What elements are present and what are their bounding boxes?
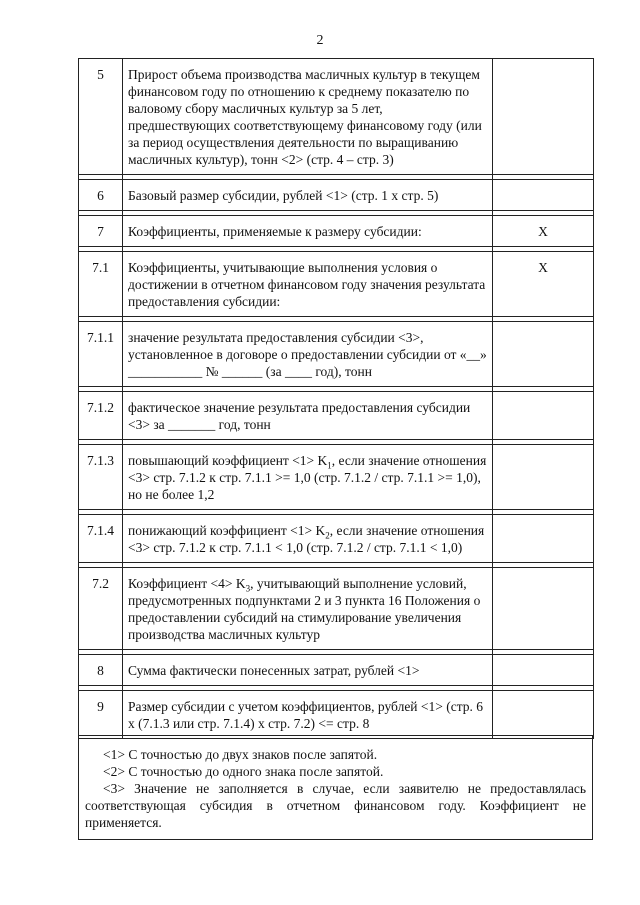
- row-description: повышающий коэффициент $<1> K_1$, если значение отношения <3> стр. 7.1.2 к стр. 7.1.1 >= 1,0 (стр. 7.1.2 / стр. 7.1.1 >= 1,0), но не более 1,2: [123, 445, 493, 510]
- row-number: 8: [79, 655, 123, 686]
- row-number: 6: [79, 180, 123, 211]
- table-row: [79, 655, 594, 686]
- row-number: 5: [79, 59, 123, 175]
- row-number: 7.1: [79, 252, 123, 317]
- table-row: [79, 216, 594, 247]
- subsidy-calculation-table: [78, 58, 594, 739]
- row-number: 7.2: [79, 568, 123, 650]
- row-value-cell[interactable]: [493, 392, 594, 440]
- row-description: Коэффициенты, учитывающие выполнения условия о достижении в отчетном финансовом году значения результата предоставления субсидии:: [123, 252, 493, 317]
- row-value-cell[interactable]: [493, 655, 594, 686]
- row-description: Базовый размер субсидии, рублей <1> (стр. 1 x стр. 5): [123, 180, 493, 211]
- row-value-cell: X: [493, 216, 594, 247]
- row-description: Сумма фактически понесенных затрат, рублей <1>: [123, 655, 493, 686]
- table-row: [79, 568, 594, 650]
- row-number: 7.1.3: [79, 445, 123, 510]
- footnote: <1> С точностью до двух знаков после запятой.: [103, 747, 378, 762]
- row-description: Коэффициенты, применяемые к размеру субсидии:: [123, 216, 493, 247]
- row-description: Прирост объема производства масличных культур в текущем финансовом году по отношению к среднему показателю по валовому сбору масличных культур за 5 лет, предшествующих соответствующему финансовому году (или за период осуществления деятельности по выращиванию масличных культур), тонн <2> (стр. 4 – стр. 3): [123, 59, 493, 175]
- footnotes-block: [78, 735, 593, 840]
- table-row: [79, 322, 594, 387]
- row-description: Размер субсидии с учетом коэффициентов, рублей <1> (стр. 6 x (7.1.3 или стр. 7.1.4) x стр. 7.2) <= стр. 8: [123, 691, 493, 739]
- table-row: [79, 392, 594, 440]
- row-number: 9: [79, 691, 123, 739]
- table-row: [79, 59, 594, 175]
- table-row: [79, 252, 594, 317]
- row-description: понижающий коэффициент $<1> K_2$, если значение отношения <3> стр. 7.1.2 к стр. 7.1.1 < 1,0 (стр. 7.1.2 / стр. 7.1.1 < 1,0): [123, 515, 493, 563]
- row-value-cell[interactable]: [493, 59, 594, 175]
- row-description: значение результата предоставления субсидии <3>, установленное в договоре о предоставлении субсидии от «__» ___________ № ______ (за ____ год), тонн: [123, 322, 493, 387]
- row-value-cell[interactable]: [493, 568, 594, 650]
- row-number: 7.1.2: [79, 392, 123, 440]
- row-value-cell[interactable]: [493, 445, 594, 510]
- table-row: [79, 445, 594, 510]
- table-row: [79, 691, 594, 739]
- footnote: <3> Значение не заполняется в случае, если заявителю не предоставлялась соответствующая субсидия в отчетном финансовом году. Коэффициент не применяется.: [85, 781, 586, 830]
- row-number: 7: [79, 216, 123, 247]
- row-number: 7.1.1: [79, 322, 123, 387]
- row-value-cell: X: [493, 252, 594, 317]
- row-value-cell[interactable]: [493, 180, 594, 211]
- table-row: [79, 180, 594, 211]
- page-number: 2: [316, 33, 324, 48]
- row-number: 7.1.4: [79, 515, 123, 563]
- table-row: [79, 515, 594, 563]
- row-value-cell[interactable]: [493, 515, 594, 563]
- footnote: <2> С точностью до одного знака после запятой.: [103, 764, 384, 779]
- row-value-cell[interactable]: [493, 691, 594, 739]
- row-description: фактическое значение результата предоставления субсидии <3> за _______ год, тонн: [123, 392, 493, 440]
- row-description: Коэффициент $<4> K_3$, учитывающий выполнение условий, предусмотренных подпунктами 2 и 3 пункта 16 Положения о предоставлении субсидий на стимулирование увеличения производства масличных культур: [123, 568, 493, 650]
- row-value-cell[interactable]: [493, 322, 594, 387]
